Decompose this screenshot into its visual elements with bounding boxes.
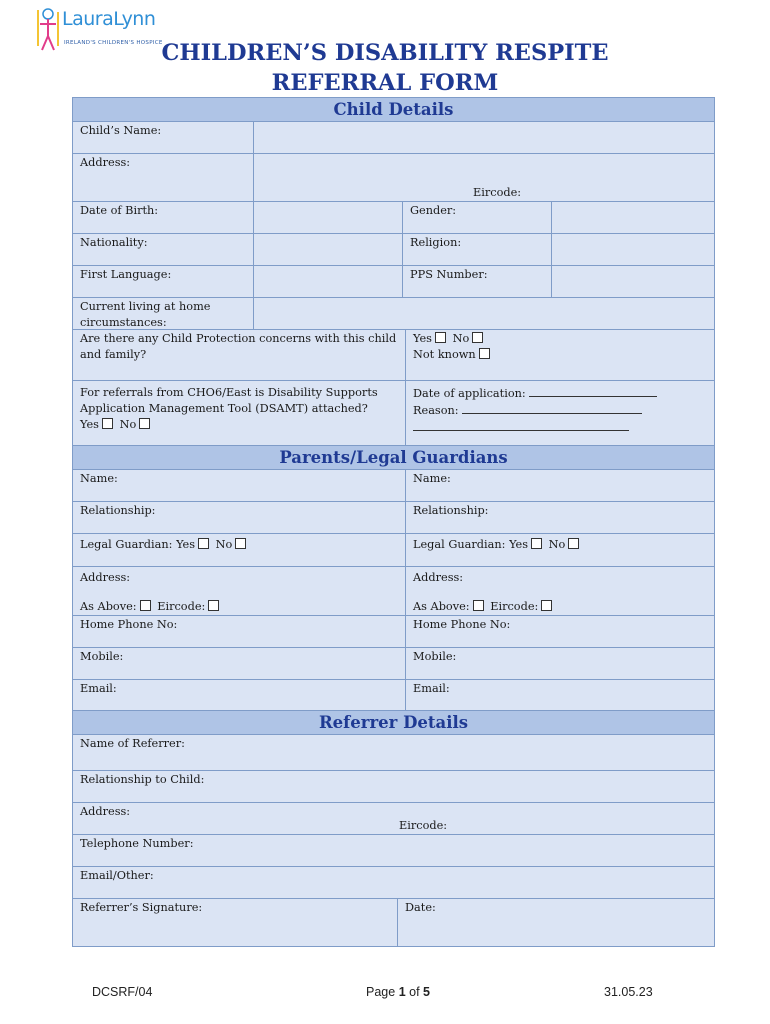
parent1-home-phone-field[interactable] xyxy=(73,616,406,647)
referrer-title: Referrer Details xyxy=(318,712,469,732)
parent2-address-field[interactable] xyxy=(406,567,714,615)
referrer-telephone-label: Telephone Number: xyxy=(80,837,194,850)
parent1-eircode-checkbox[interactable] xyxy=(208,600,219,611)
parent1-email-field[interactable] xyxy=(73,680,406,712)
parents-header xyxy=(73,446,714,470)
parent2-as-above-label: As Above: xyxy=(413,600,470,613)
parents-section xyxy=(72,445,715,713)
referrer-section xyxy=(72,710,715,947)
parent2-mobile-label: Mobile: xyxy=(413,650,457,663)
parent2-legal-guardian-label: Legal Guardian: xyxy=(413,538,506,551)
first-language-field[interactable] xyxy=(254,266,403,297)
page-total: 5 xyxy=(423,985,430,999)
referrer-email-label: Email/Other: xyxy=(80,869,154,882)
parent2-eircode-checkbox[interactable] xyxy=(541,600,552,611)
parent2-address-options xyxy=(413,599,555,615)
parent1-guardian-yes-label: Yes xyxy=(176,538,196,551)
protection-yes-checkbox[interactable] xyxy=(435,332,446,343)
parent2-name-field[interactable] xyxy=(406,470,714,501)
parent1-address-field[interactable] xyxy=(73,567,406,615)
dob-label: Date of Birth: xyxy=(73,202,254,233)
referrer-telephone-field[interactable] xyxy=(73,835,714,866)
child-address-field[interactable] xyxy=(254,154,714,201)
parent1-mobile-label: Mobile: xyxy=(80,650,124,663)
pps-number-field[interactable] xyxy=(552,266,714,297)
child-name-field[interactable] xyxy=(254,122,714,153)
child-name-label: Child’s Name: xyxy=(73,122,254,153)
parent2-address-label: Address: xyxy=(413,571,464,584)
parent2-relationship-field[interactable] xyxy=(406,502,714,533)
page-current: 1 xyxy=(398,985,406,999)
parent1-name-field[interactable] xyxy=(73,470,406,501)
dsamt-yes-label: Yes xyxy=(80,418,99,431)
parent2-home-phone-field[interactable] xyxy=(406,616,714,647)
protection-not-known-checkbox[interactable] xyxy=(479,348,490,359)
referrer-name-field[interactable] xyxy=(73,735,714,770)
parent1-legal-guardian-label: Legal Guardian: xyxy=(80,538,173,551)
reason-label: Reason: xyxy=(413,404,459,417)
referrer-relationship-label: Relationship to Child: xyxy=(80,773,205,786)
referrer-signature-field[interactable] xyxy=(73,899,398,946)
living-circumstances-label: Current living at home circumstances: xyxy=(73,298,254,329)
gender-field[interactable] xyxy=(552,202,714,233)
child-eircode-label: Eircode: xyxy=(473,186,522,199)
parent1-as-above-checkbox[interactable] xyxy=(140,600,151,611)
parent1-relationship-label: Relationship: xyxy=(80,504,156,517)
form-code: DCSRF/04 xyxy=(92,985,153,999)
religion-field[interactable] xyxy=(552,234,714,265)
parent2-guardian-no-checkbox[interactable] xyxy=(568,538,579,549)
reason-field[interactable] xyxy=(462,402,642,414)
pps-number-label: PPS Number: xyxy=(403,266,552,297)
parent1-address-options xyxy=(80,599,222,615)
logo-tagline: IRELAND'S CHILDREN'S HOSPICE xyxy=(64,40,163,46)
nationality-label: Nationality: xyxy=(73,234,254,265)
parent1-relationship-field[interactable] xyxy=(73,502,406,533)
referrer-date-field[interactable] xyxy=(398,899,714,946)
referrer-email-field[interactable] xyxy=(73,867,714,898)
protection-no-label: No xyxy=(452,332,470,345)
religion-label: Religion: xyxy=(403,234,552,265)
referrer-date-label: Date: xyxy=(405,901,436,914)
parent2-guardian-yes-label: Yes xyxy=(509,538,529,551)
parent2-as-above-checkbox[interactable] xyxy=(473,600,484,611)
parent1-eircode-label: Eircode: xyxy=(157,600,206,613)
reason-field-continued[interactable] xyxy=(413,419,629,431)
protection-not-known-label: Not known xyxy=(413,348,476,361)
dsamt-question-cell xyxy=(73,381,406,446)
parent1-guardian-no-checkbox[interactable] xyxy=(235,538,246,549)
living-circumstances-field[interactable] xyxy=(254,298,714,329)
referrer-relationship-field[interactable] xyxy=(73,771,714,802)
parent2-email-label: Email: xyxy=(413,682,450,695)
parent2-email-field[interactable] xyxy=(406,680,714,712)
logo-wordmark: LauraLynn xyxy=(62,8,156,30)
parent1-mobile-field[interactable] xyxy=(73,648,406,679)
parent1-address-label: Address: xyxy=(80,571,131,584)
date-of-application-label: Date of application: xyxy=(413,387,526,400)
parents-title: Parents/Legal Guardians xyxy=(279,447,508,467)
referrer-address-field[interactable] xyxy=(73,803,714,834)
parent1-name-label: Name: xyxy=(80,472,118,485)
referrer-signature-label: Referrer’s Signature: xyxy=(80,901,203,914)
form-title-line-1: CHILDREN’S DISABILITY RESPITE xyxy=(161,40,609,66)
page-number xyxy=(0,985,770,999)
child-protection-question: Are there any Child Protection concerns with this child and family? xyxy=(73,330,406,380)
child-address-label: Address: xyxy=(73,154,254,201)
parent2-home-phone-label: Home Phone No: xyxy=(413,618,511,631)
parent1-legal-guardian xyxy=(73,534,406,566)
dsamt-details-cell xyxy=(406,381,714,446)
referrer-header xyxy=(73,711,714,735)
dsamt-no-label: No xyxy=(119,418,137,431)
child-details-title: Child Details xyxy=(333,99,454,119)
referrer-name-label: Name of Referrer: xyxy=(80,737,185,750)
date-of-application-field[interactable] xyxy=(529,385,657,397)
parent2-legal-guardian xyxy=(406,534,714,566)
protection-yes-label: Yes xyxy=(413,332,432,345)
first-language-label: First Language: xyxy=(73,266,254,297)
protection-no-checkbox[interactable] xyxy=(472,332,483,343)
parent1-home-phone-label: Home Phone No: xyxy=(80,618,178,631)
page-prefix: Page xyxy=(366,985,396,999)
parent1-guardian-yes-checkbox[interactable] xyxy=(198,538,209,549)
child-details-section xyxy=(72,97,715,447)
parent2-name-label: Name: xyxy=(413,472,451,485)
parent2-mobile-field[interactable] xyxy=(406,648,714,679)
page-of: of xyxy=(409,985,420,999)
parent2-guardian-no-label: No xyxy=(548,538,566,551)
parent2-relationship-label: Relationship: xyxy=(413,504,489,517)
nationality-field[interactable] xyxy=(254,234,403,265)
parent1-email-label: Email: xyxy=(80,682,117,695)
parent1-as-above-label: As Above: xyxy=(80,600,137,613)
parent2-guardian-yes-checkbox[interactable] xyxy=(531,538,542,549)
child-protection-answer xyxy=(406,330,714,380)
child-details-header xyxy=(73,98,714,122)
dob-field[interactable] xyxy=(254,202,403,233)
parent1-guardian-no-label: No xyxy=(215,538,233,551)
form-date: 31.05.23 xyxy=(604,985,653,999)
dsamt-question: For referrals from CHO6/East is Disability Supports Application Management Tool (DSAMT) attached? xyxy=(80,386,378,415)
parent2-eircode-label: Eircode: xyxy=(490,600,539,613)
referrer-eircode-label: Eircode: xyxy=(399,819,448,832)
dsamt-no-checkbox[interactable] xyxy=(139,418,150,429)
form-title-line-2: REFERRAL FORM xyxy=(271,70,499,96)
gender-label: Gender: xyxy=(403,202,552,233)
referrer-address-label: Address: xyxy=(80,805,131,818)
dsamt-yes-checkbox[interactable] xyxy=(102,418,113,429)
